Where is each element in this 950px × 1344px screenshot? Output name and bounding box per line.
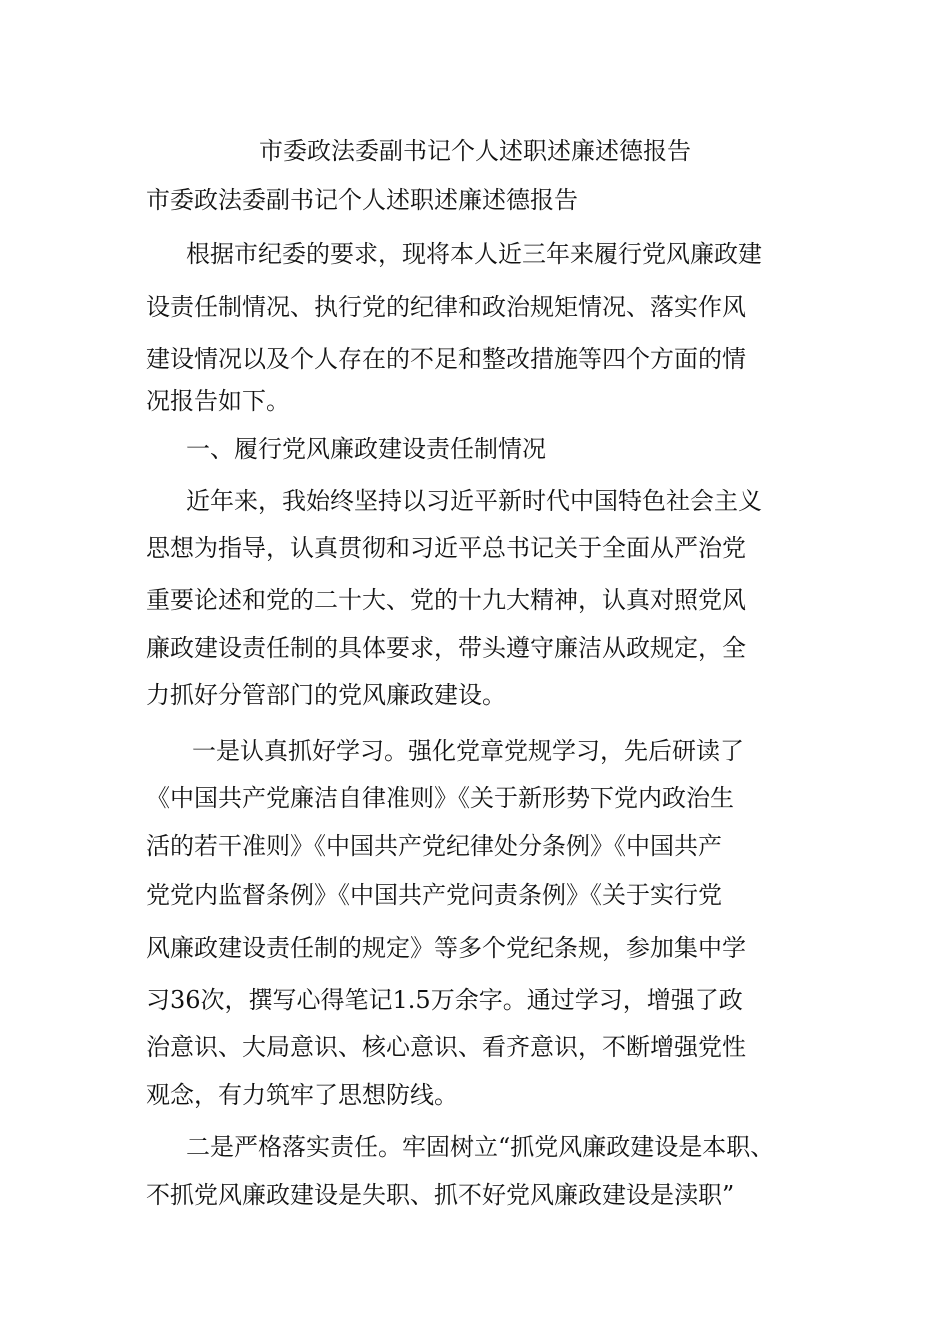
body-line: 力抓好分管部门的党风廉政建设。 (146, 681, 506, 709)
body-line: 根据市纪委的要求，现将本人近三年来履行党风廉政建 (186, 240, 762, 268)
body-line: 活的若干准则》《中国共产党纪律处分条例》《中国共产 (146, 832, 722, 860)
body-line: 建设情况以及个人存在的不足和整改措施等四个方面的情 (146, 345, 746, 373)
body-line: 治意识、大局意识、核心意识、看齐意识，不断增强党性 (146, 1033, 746, 1061)
body-line: 一是认真抓好学习。强化党章党规学习，先后研读了 (192, 737, 744, 765)
document-subtitle: 市委政法委副书记个人述职述廉述德报告 (146, 186, 578, 214)
body-line: 观念，有力筑牢了思想防线。 (146, 1081, 458, 1109)
body-line: 廉政建设责任制的具体要求，带头遵守廉洁从政规定，全 (146, 634, 746, 662)
section-heading: 一、履行党风廉政建设责任制情况 (186, 435, 546, 463)
body-line: 风廉政建设责任制的规定》等多个党纪条规，参加集中学 (146, 934, 746, 962)
body-line: 设责任制情况、执行党的纪律和政治规矩情况、落实作风 (146, 293, 746, 321)
body-line: 习36次，撰写心得笔记1.5万余字。通过学习，增强了政 (146, 986, 743, 1014)
body-line: 况报告如下。 (146, 387, 290, 415)
body-line: 重要论述和党的二十大、党的十九大精神，认真对照党风 (146, 586, 746, 614)
body-line: 二是严格落实责任。牢固树立“抓党风廉政建设是本职、 (186, 1133, 775, 1161)
body-line: 近年来，我始终坚持以习近平新时代中国特色社会主义 (186, 487, 762, 515)
body-line: 党党内监督条例》《中国共产党问责条例》《关于实行党 (146, 881, 722, 909)
body-line: 思想为指导，认真贯彻和习近平总书记关于全面从严治党 (146, 534, 746, 562)
body-line: 不抓党风廉政建设是失职、抓不好党风廉政建设是渎职” (146, 1181, 735, 1209)
document-title: 市委政法委副书记个人述职述廉述德报告 (259, 137, 691, 165)
body-line: 《中国共产党廉洁自律准则》《关于新形势下党内政治生 (146, 784, 734, 812)
